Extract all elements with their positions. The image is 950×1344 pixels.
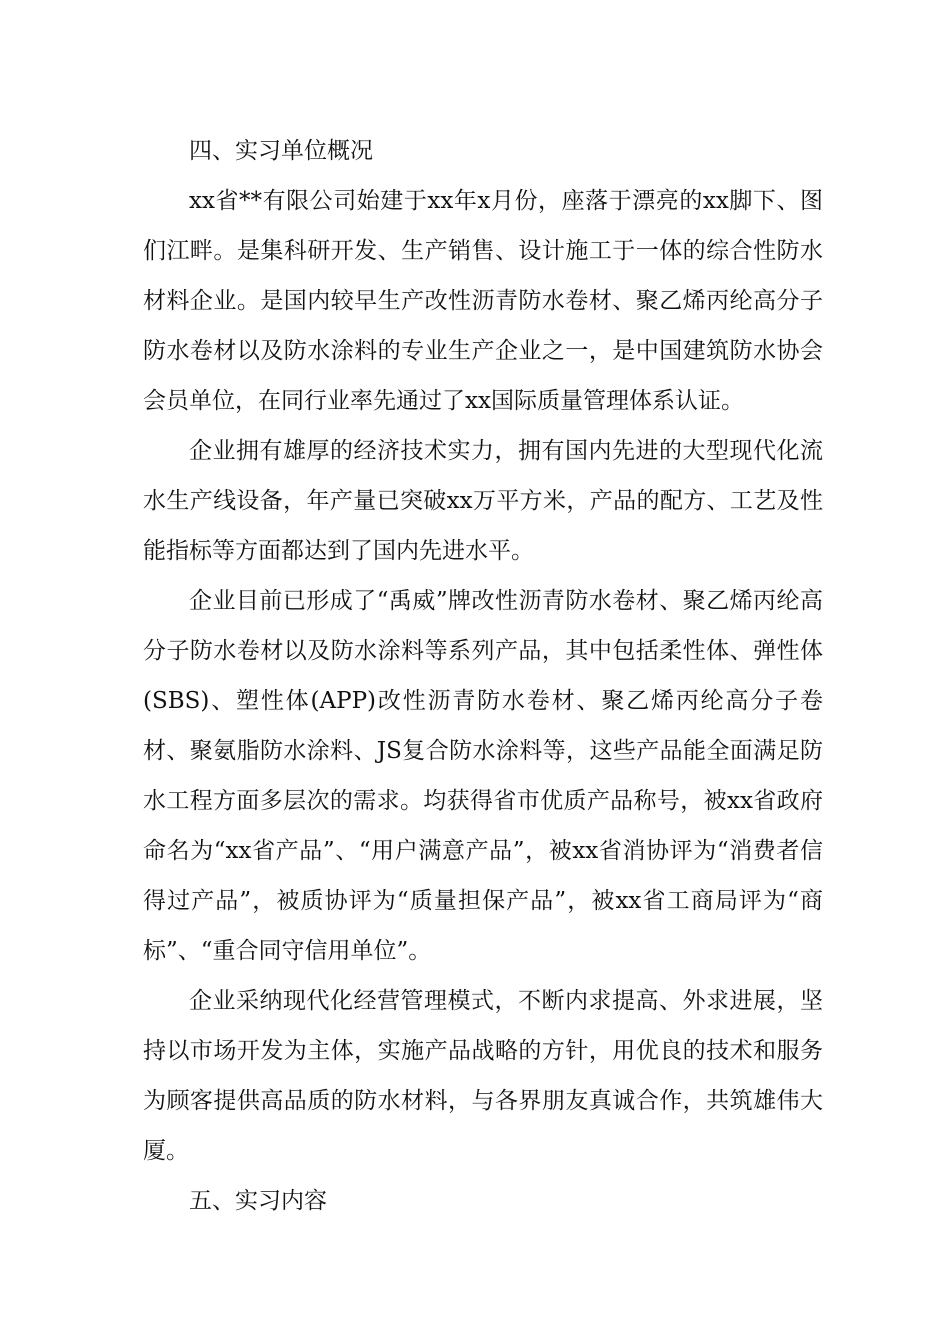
paragraph-company-intro: xx省**有限公司始建于xx年x月份，座落于漂亮的xx脚下、图们江畔。是集科研开发、生产销售、设计施工于一体的综合性防水材料企业。是国内较早生产改性沥青防水卷材、聚乙烯丙纶高分子防水卷材以及防水涂料的专业生产企业之一，是中国建筑防水协会会员单位，在同行业率先通过了xx国际质量管理体系认证。 bbox=[143, 188, 823, 414]
section-heading-unit-overview: 四、实习单位概况 bbox=[189, 138, 373, 164]
paragraph-product-series: 企业目前已形成了“禹威”牌改性沥青防水卷材、聚乙烯丙纶高分子防水卷材以及防水涂料等系列产品，其中包括柔性体、弹性体(SBS)、塑性体(APP)改性沥青防水卷材、聚乙烯丙纶高分子卷材、聚氨脂防水涂料、JS复合防水涂料等，这些产品能全面满足防水工程方面多层次的需求。均获得省市优质产品称号，被xx省政府命名为“xx省产品”、“用户满意产品”，被xx省消协评为“消费者信得过产品”，被质协评为“质量担保产品”，被xx省工商局评为“商标”、“重合同守信用单位”。 bbox=[143, 588, 823, 964]
paragraph-technical-strength: 企业拥有雄厚的经济技术实力，拥有国内先进的大型现代化流水生产线设备，年产量已突破xx万平方米，产品的配方、工艺及性能指标等方面都达到了国内先进水平。 bbox=[143, 438, 823, 564]
section-heading-internship-content: 五、实习内容 bbox=[189, 1188, 327, 1214]
paragraph-management-mode: 企业采纳现代化经营管理模式，不断内求提高、外求进展，坚持以市场开发为主体，实施产品战略的方针，用优良的技术和服务为顾客提供高品质的防水材料，与各界朋友真诚合作，共筑雄伟大厦。 bbox=[143, 988, 823, 1164]
document-body bbox=[143, 126, 823, 1226]
